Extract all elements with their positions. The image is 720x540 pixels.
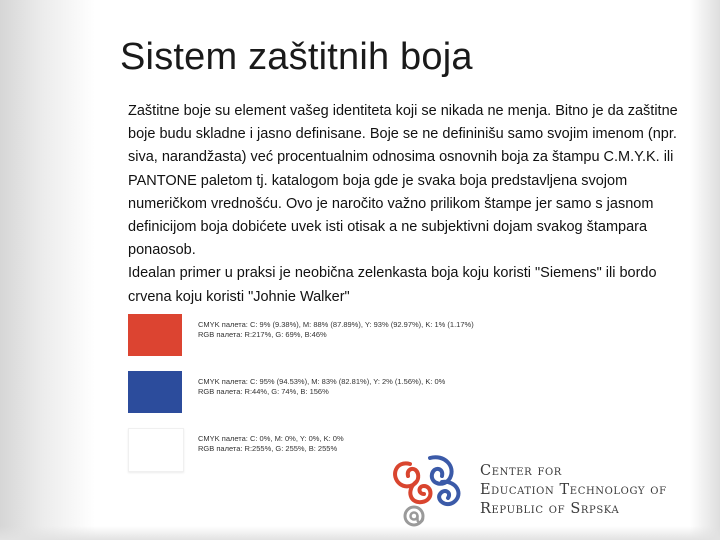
rgb-values: RGB палета: R:217%, G: 69%, B:46% xyxy=(198,330,327,339)
white-color-swatch xyxy=(128,428,184,472)
body-text xyxy=(128,100,688,309)
logo-line: Republic of Srpska xyxy=(480,501,620,517)
logo-text xyxy=(480,462,667,519)
cetrs-logo xyxy=(386,450,716,530)
rgb-values: RGB палета: R:44%, G: 74%, B: 156% xyxy=(198,387,329,396)
left-shadow-decoration xyxy=(0,0,95,540)
swatch-info xyxy=(198,320,474,340)
cmyk-values: CMYK палета: C: 9% (9.38%), M: 88% (87.89%), Y: 93% (92.97%), K: 1% (1.17%) xyxy=(198,320,474,329)
cmyk-values: CMYK палета: C: 0%, M: 0%, Y: 0%, K: 0% xyxy=(198,434,344,443)
slide-title: Sistem zaštitnih boja xyxy=(120,36,473,78)
body-paragraph: Idealan primer u praksi je neobična zelenkasta boja koju koristi "Siemens" ili bordo crvena koju koristi "Johnie Walker" xyxy=(128,265,657,305)
swatch-info xyxy=(198,377,445,397)
red-color-swatch xyxy=(128,314,182,356)
cmyk-values: CMYK палета: C: 95% (94.53%), M: 83% (82.81%), Y: 2% (1.56%), K: 0% xyxy=(198,377,446,386)
swatch-row-red xyxy=(118,306,508,362)
swatch-info xyxy=(198,434,344,454)
body-paragraph: Zaštitne boje su element vašeg identiteta koji se nikada ne menja. Bitno je da zaštitne boje budu skladne i jasno definisane. Boje se ne defininišu samo svojim imenom (npr. siva, narandžasta) već procentualnim odnosima osnovnih boja za štampu C.M.Y.K. ili PANTONE paletom tj. katalogom boja gde je svaka boja predstavljena svojom numeričkom vrednošću. Ovo je naročito važno prilikom štampe jer samo s jasnom definicijom boja dobićete uvek isti otisak a ne subjektivni dojam svakog štampara ponaosob. xyxy=(128,103,678,259)
swatch-row-blue xyxy=(118,363,508,419)
logo-swirl-icon xyxy=(386,450,470,530)
logo-line: Education Technology of xyxy=(480,482,667,498)
blue-color-swatch xyxy=(128,371,182,413)
logo-line: Center for xyxy=(480,463,562,479)
rgb-values: RGB палета: R:255%, G: 255%, B: 255% xyxy=(198,444,338,453)
